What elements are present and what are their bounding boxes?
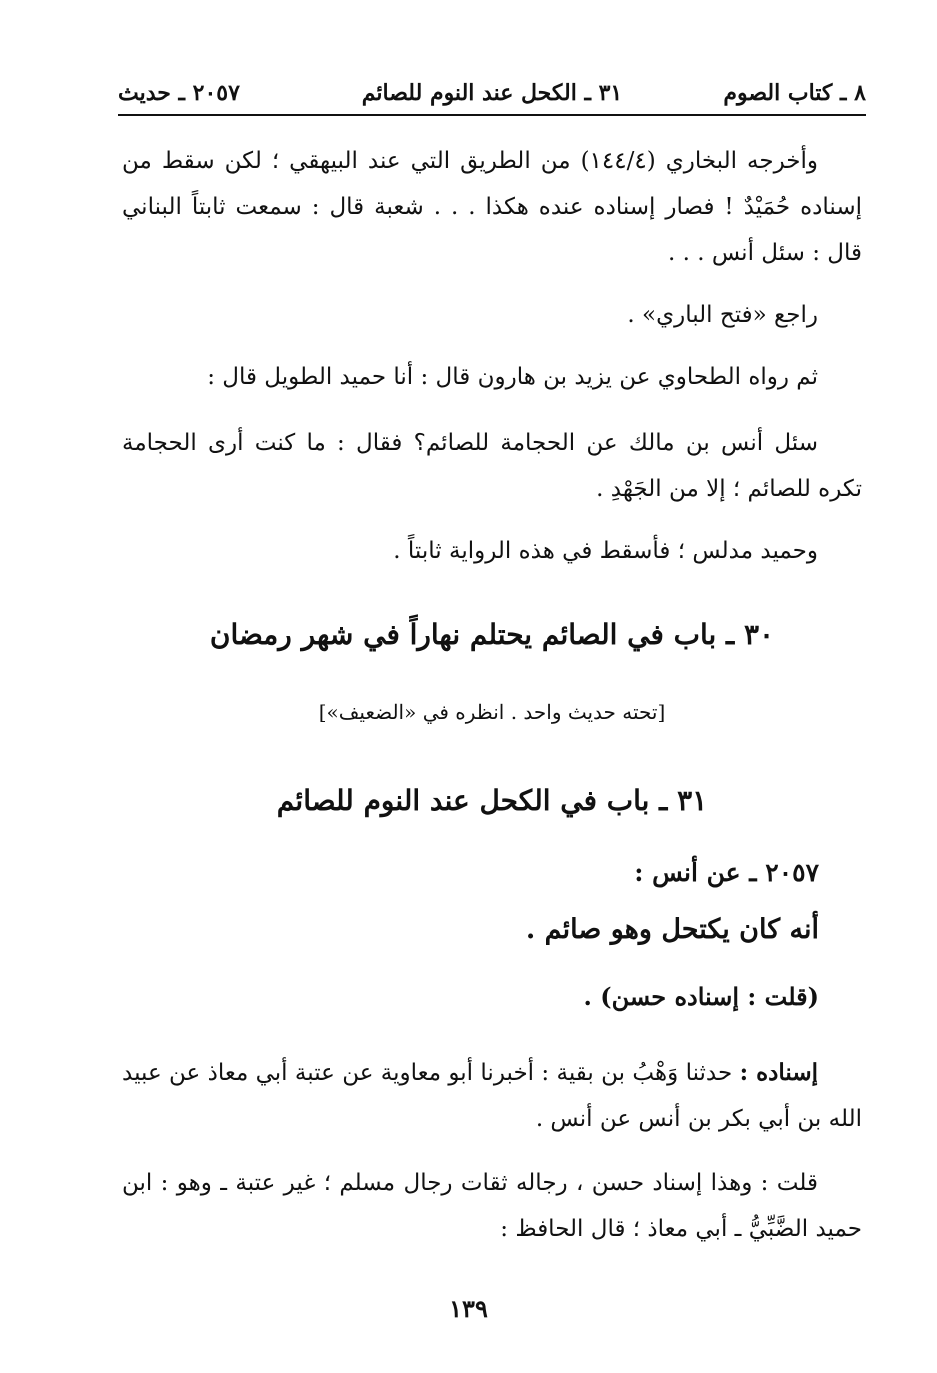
hadith-grade: (قلت : إسناده حسن) . <box>583 982 819 1011</box>
section-30-note: [تحته حديث واحد . انظره في «الضعيف»] <box>318 700 666 724</box>
header-divider <box>118 114 866 116</box>
paragraph-quote-anas: سئل أنس بن مالك عن الحجامة للصائم؟ فقال : ما كنت أرى الحجامة تكره للصائم ؛ إلا من الجَهْدِ . <box>122 430 862 502</box>
hadith-text: أنه كان يكتحل وهو صائم . <box>525 914 819 945</box>
paragraph-tahawi: ثم رواه الطحاوي عن يزيد بن هارون قال : أنا حميد الطويل قال : <box>207 364 818 390</box>
section-30-title: ٣٠ ـ باب في الصائم يحتلم نهاراً في شهر رمضان <box>209 618 775 651</box>
hadith-number: ٢٠٥٧ ـ عن أنس : <box>634 858 819 887</box>
header-hadith-number: ٢٠٥٧ ـ حديث <box>118 80 240 106</box>
page-number: ١٣٩ <box>449 1294 488 1323</box>
isnad-label: إسناده : <box>739 1059 818 1086</box>
paragraph-bukhari: وأخرجه البخاري (١٤٤/٤) من الطريق التي عند البيهقي ؛ لكن سقط من إسناده حُمَيْدٌ ! فصار إسناده عنده هكذا . . . شعبة قال : سمعت ثابتاً البناني قال : سئل أنس . . . <box>122 148 862 266</box>
header-chapter-title: ٣١ ـ الكحل عند النوم للصائم <box>361 80 623 106</box>
paragraph-fath-reference: راجع «فتح الباري» . <box>627 302 818 328</box>
isnad-paragraph <box>122 1050 862 1142</box>
isnad-text: حدثنا وَهْبُ بن بقية : أخبرنا أبو معاوية عن عتبة أبي معاذ عن عبيد الله بن أبي بكر بن أنس عن أنس . <box>122 1060 862 1132</box>
comment-paragraph: قلت : وهذا إسناد حسن ، رجاله ثقات رجال مسلم ؛ غير عتبة ـ وهو : ابن حميد الضَّبِّيُّ ـ أبي معاذ ؛ قال الحافظ : <box>122 1170 862 1242</box>
header-book-title: ٨ ـ كتاب الصوم <box>723 80 866 106</box>
paragraph-humaid-note: وحميد مدلس ؛ فأسقط في هذه الرواية ثابتاً . <box>393 538 818 564</box>
running-header <box>118 74 866 114</box>
section-31-title: ٣١ ـ باب في الكحل عند النوم للصائم <box>276 784 708 817</box>
